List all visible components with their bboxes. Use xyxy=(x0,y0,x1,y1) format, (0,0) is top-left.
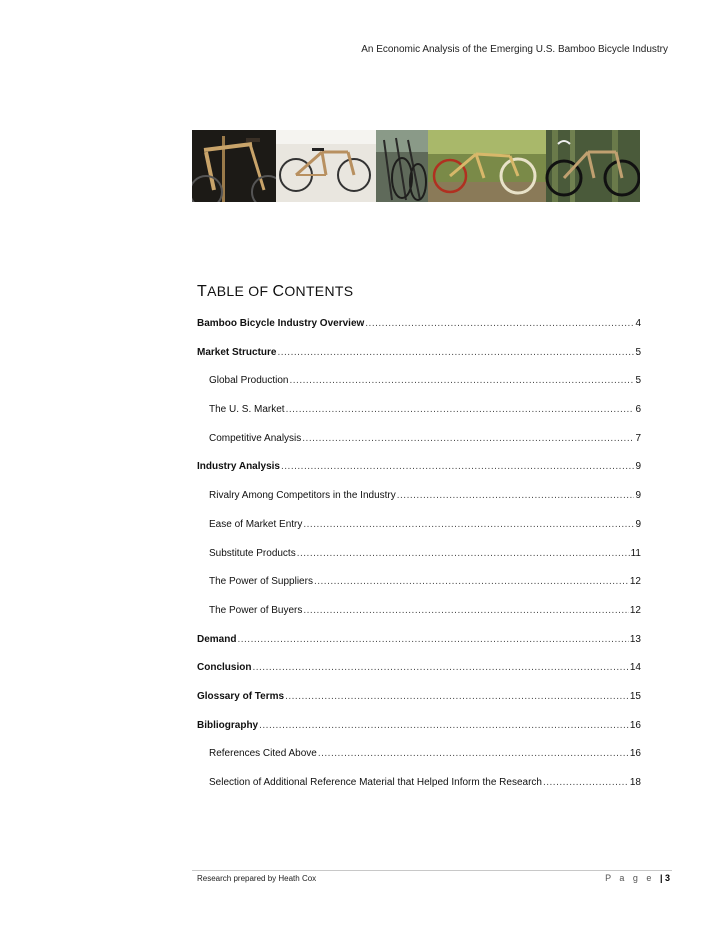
toc-entry[interactable] xyxy=(197,490,641,519)
toc-leader-dots xyxy=(302,433,634,444)
bicycle-photo-3 xyxy=(376,130,428,202)
toc-heading xyxy=(197,283,353,301)
toc-entry[interactable] xyxy=(197,519,641,548)
toc-leader-dots xyxy=(318,748,629,759)
toc-entry[interactable] xyxy=(197,634,641,663)
toc-leader-dots xyxy=(285,691,629,702)
toc-entry-page: 11 xyxy=(630,547,641,559)
toc-leader-dots xyxy=(314,576,629,587)
bamboo-bicycle-photo-banner xyxy=(192,130,640,202)
toc-leader-dots xyxy=(286,404,635,415)
toc-entry-label: Market Structure xyxy=(197,346,277,358)
toc-entry-page: 15 xyxy=(629,690,641,702)
footer-page-label: P a g e xyxy=(605,873,655,883)
toc-entry[interactable] xyxy=(197,375,641,404)
footer-page-indicator xyxy=(605,873,670,883)
toc-heading-initial-2: C xyxy=(272,283,285,300)
toc-entry[interactable] xyxy=(197,548,641,577)
bicycle-photo-4 xyxy=(428,130,546,202)
toc-entry[interactable] xyxy=(197,347,641,376)
toc-entry-label: Bamboo Bicycle Industry Overview xyxy=(197,318,365,329)
toc-entry-page: 5 xyxy=(635,375,641,387)
toc-entry-label: Bibliography xyxy=(197,719,259,731)
toc-leader-dots xyxy=(303,519,634,530)
toc-leader-dots xyxy=(397,490,635,501)
footer-page-number: 3 xyxy=(664,873,670,883)
toc-entry-page: 9 xyxy=(635,518,641,530)
toc-leader-dots xyxy=(290,375,635,386)
toc-leader-dots xyxy=(303,605,629,616)
toc-entry-label: Rivalry Among Competitors in the Industry xyxy=(209,490,396,502)
toc-entry-label: Substitute Products xyxy=(209,547,296,559)
toc-leader-dots xyxy=(277,347,634,358)
toc-entry[interactable] xyxy=(197,691,641,720)
bicycle-photo-5 xyxy=(546,130,640,202)
toc-entry-page: 18 xyxy=(629,777,641,788)
toc-entry-label: Ease of Market Entry xyxy=(209,518,303,530)
toc-entry-page: 12 xyxy=(629,576,641,588)
toc-entry-label: Industry Analysis xyxy=(197,461,280,473)
toc-entry-label: Demand xyxy=(197,633,237,645)
toc-entry-page: 14 xyxy=(629,662,641,674)
toc-heading-initial-1: T xyxy=(197,283,208,300)
toc-entry[interactable] xyxy=(197,605,641,634)
toc-leader-dots xyxy=(281,461,634,472)
bicycle-photo-1 xyxy=(192,130,284,202)
toc-entry[interactable] xyxy=(197,777,641,806)
toc-entry-page: 16 xyxy=(629,748,641,760)
toc-leader-dots xyxy=(365,318,634,329)
toc-entry-label: Conclusion xyxy=(197,662,252,674)
toc-leader-dots xyxy=(297,548,630,559)
toc-entry-label: Glossary of Terms xyxy=(197,690,285,702)
toc-entry-label: The U. S. Market xyxy=(209,404,285,416)
toc-entry[interactable] xyxy=(197,576,641,605)
toc-entry-label: Competitive Analysis xyxy=(209,432,302,444)
footer-divider xyxy=(192,870,672,871)
toc-entry-page: 13 xyxy=(629,633,641,645)
toc-heading-rest-1: ABLE OF xyxy=(207,283,273,299)
toc-leader-dots xyxy=(259,720,629,731)
toc-entry-page: 9 xyxy=(635,490,641,502)
running-header: An Economic Analysis of the Emerging U.S. Bamboo Bicycle Industry xyxy=(361,44,668,55)
toc-entry-page: 9 xyxy=(635,461,641,473)
table-of-contents xyxy=(197,318,641,806)
toc-entry-page: 7 xyxy=(635,432,641,444)
toc-entry-label: References Cited Above xyxy=(209,748,317,760)
toc-entry-label: The Power of Buyers xyxy=(209,604,303,616)
toc-entry-label: Selection of Additional Reference Material that Helped Inform the Research xyxy=(209,777,542,788)
toc-entry-label: Global Production xyxy=(209,375,289,387)
toc-entry[interactable] xyxy=(197,433,641,462)
toc-leader-dots xyxy=(237,634,628,645)
toc-entry[interactable] xyxy=(197,748,641,777)
toc-entry-page: 6 xyxy=(635,404,641,416)
toc-entry-page: 16 xyxy=(629,719,641,731)
toc-entry[interactable] xyxy=(197,404,641,433)
toc-heading-rest-2: ONTENTS xyxy=(284,283,354,299)
footer-author: Research prepared by Heath Cox xyxy=(197,874,317,883)
toc-entry-page: 4 xyxy=(635,318,641,329)
toc-entry[interactable] xyxy=(197,461,641,490)
toc-entry-label: The Power of Suppliers xyxy=(209,576,313,588)
toc-leader-dots xyxy=(543,777,629,788)
toc-entry[interactable] xyxy=(197,662,641,691)
footer-page-number-wrapper: | 3 xyxy=(659,873,670,883)
bicycle-photo-strip xyxy=(192,130,640,202)
toc-entry-page: 5 xyxy=(635,346,641,358)
toc-entry-page: 12 xyxy=(629,604,641,616)
toc-entry[interactable] xyxy=(197,318,641,347)
toc-leader-dots xyxy=(252,662,628,673)
bicycle-photo-2 xyxy=(276,130,376,202)
toc-entry[interactable] xyxy=(197,720,641,749)
